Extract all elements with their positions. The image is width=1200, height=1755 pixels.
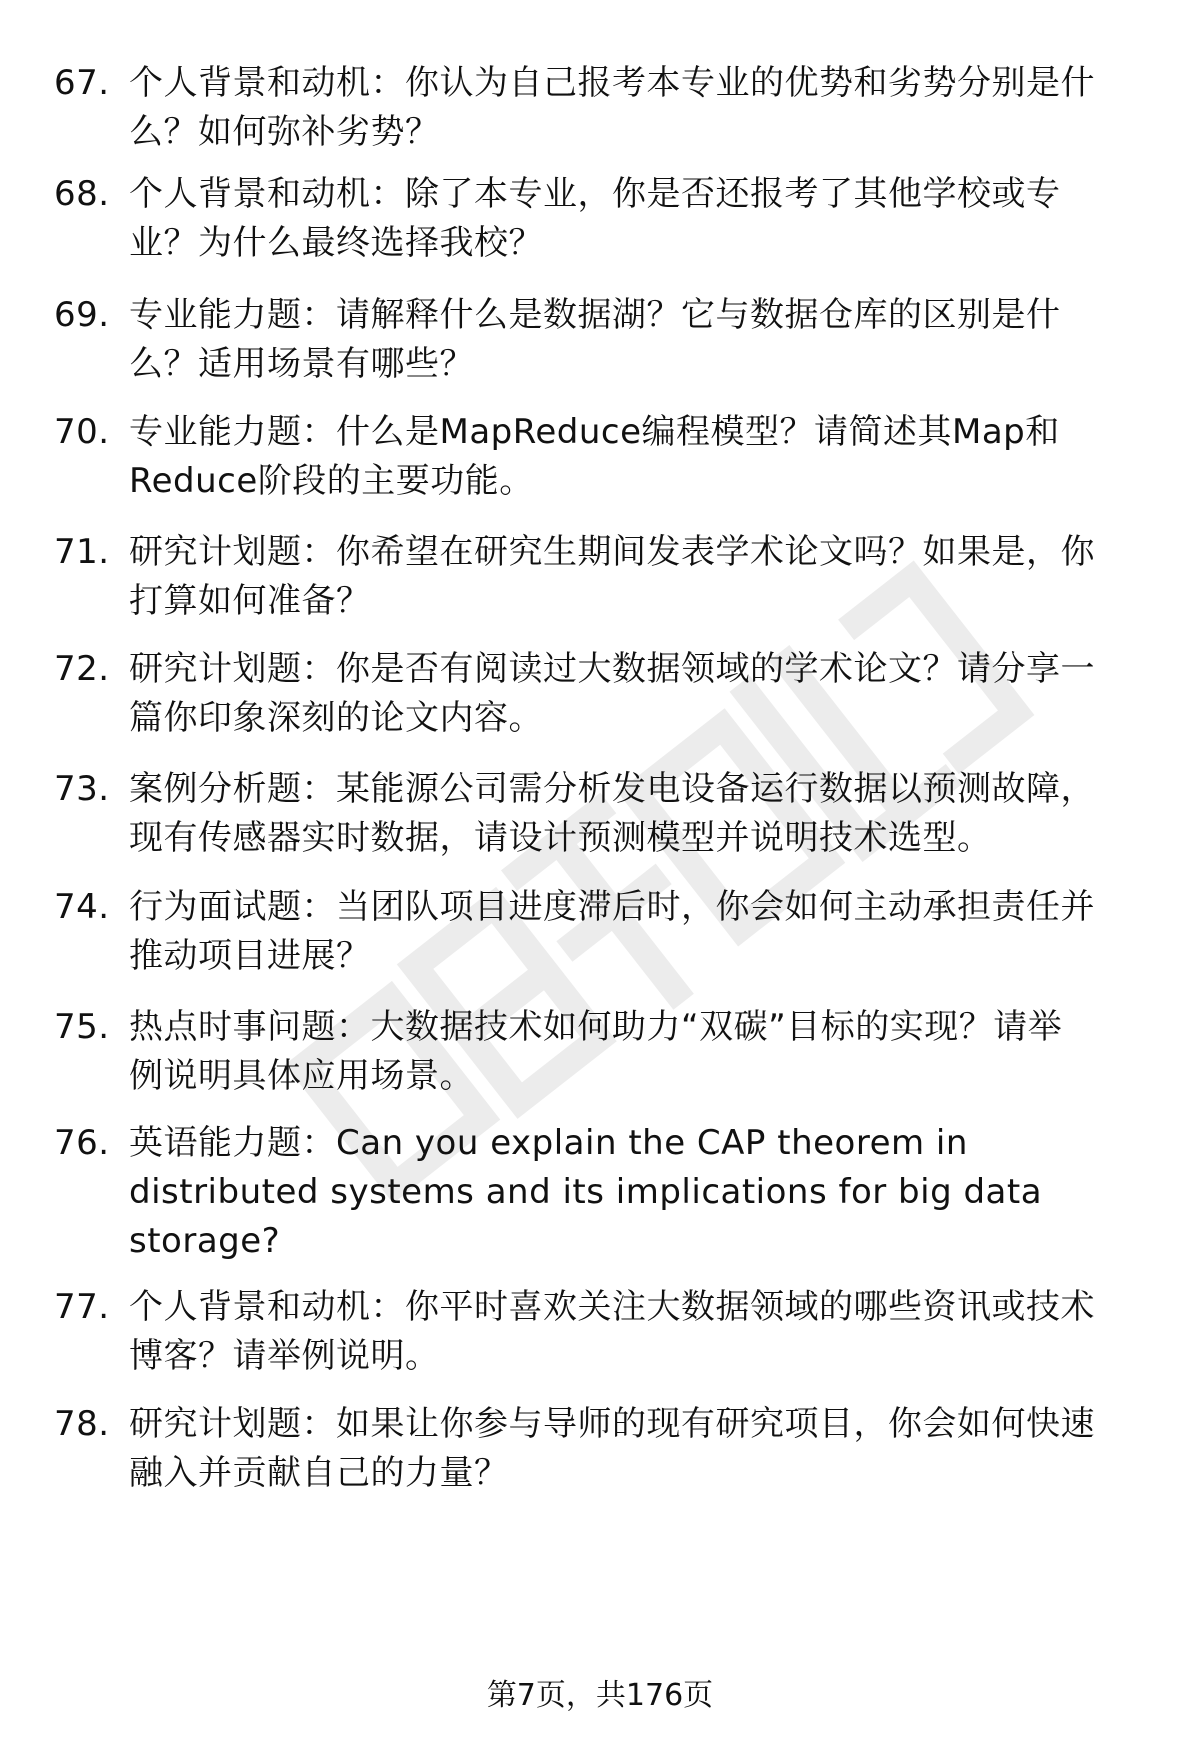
question-line: 业？为什么最终选择我校？ (129, 223, 543, 263)
question-line: 个人背景和动机：你认为自己报考本专业的优势和劣势分别是什 (129, 63, 1095, 103)
question-number: 71. (54, 532, 110, 572)
question-line: 行为面试题：当团队项目进度滞后时，你会如何主动承担责任并 (129, 887, 1095, 927)
question-line: 融入并贡献自己的力量？ (129, 1453, 509, 1493)
question-text (129, 883, 1149, 981)
question-text (129, 1400, 1149, 1498)
question-text (129, 1119, 1149, 1266)
question-number: 78. (54, 1404, 110, 1444)
question-text (129, 645, 1149, 743)
question-number: 73. (54, 769, 110, 809)
question-line: 专业能力题：请解释什么是数据湖？它与数据仓库的区别是什 (129, 295, 1061, 335)
question-number: 69. (54, 295, 110, 335)
question-line: 推动项目进展？ (129, 936, 371, 976)
question-line: 例说明具体应用场景。 (129, 1056, 474, 1096)
question-line: 研究计划题：如果让你参与导师的现有研究项目，你会如何快速 (129, 1404, 1095, 1444)
question-text (129, 291, 1149, 389)
question-line: distributed systems and its implications for big data (129, 1172, 1043, 1212)
question-number: 74. (54, 887, 110, 927)
question-line: 英语能力题：Can you explain the CAP theorem in (129, 1123, 968, 1163)
question-text (129, 408, 1149, 506)
question-text (129, 1283, 1149, 1381)
page-footer: 第7页，共176页 (486, 1678, 714, 1713)
question-line: 现有传感器实时数据，请设计预测模型并说明技术选型。 (129, 818, 992, 858)
question-line: 打算如何准备？ (129, 581, 371, 621)
question-text (129, 1003, 1149, 1101)
question-line: 么？如何弥补劣势？ (129, 112, 440, 152)
question-line: 篇你印象深刻的论文内容。 (129, 698, 543, 738)
question-number: 67. (54, 63, 110, 103)
question-line: 个人背景和动机：除了本专业，你是否还报考了其他学校或专 (129, 174, 1061, 214)
question-number: 68. (54, 174, 110, 214)
question-line: 热点时事问题：大数据技术如何助力“双碳”目标的实现？请举 (129, 1007, 1063, 1047)
question-text (129, 528, 1149, 626)
question-line: 研究计划题：你希望在研究生期间发表学术论文吗？如果是，你 (129, 532, 1095, 572)
question-line: Reduce阶段的主要功能。 (129, 461, 534, 501)
question-number: 72. (54, 649, 110, 689)
question-text (129, 59, 1149, 157)
question-line: 么？适用场景有哪些？ (129, 344, 474, 384)
question-line: 研究计划题：你是否有阅读过大数据领域的学术论文？请分享一 (129, 649, 1095, 689)
question-line: 案例分析题：某能源公司需分析发电设备运行数据以预测故障， (129, 769, 1095, 809)
question-number: 77. (54, 1287, 110, 1327)
question-line: 专业能力题：什么是MapReduce编程模型？请简述其Map和 (129, 412, 1060, 452)
question-text (129, 170, 1149, 268)
question-number: 76. (54, 1123, 110, 1163)
question-line: storage? (129, 1221, 281, 1261)
question-text (129, 765, 1149, 863)
question-line: 个人背景和动机：你平时喜欢关注大数据领域的哪些资讯或技术 (129, 1287, 1095, 1327)
question-line: 博客？请举例说明。 (129, 1336, 440, 1376)
question-number: 75. (54, 1007, 110, 1047)
question-number: 70. (54, 412, 110, 452)
